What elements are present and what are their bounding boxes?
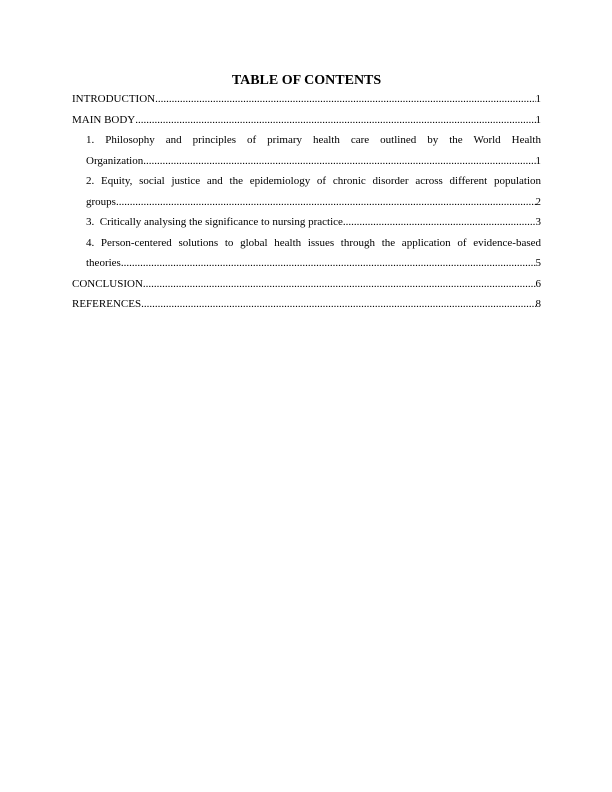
document-page <box>72 72 541 315</box>
leader-dots <box>135 110 535 131</box>
toc-title: TABLE OF CONTENTS <box>231 73 382 88</box>
toc-leader-line <box>86 212 541 233</box>
toc-leader-line <box>72 274 541 295</box>
toc-entry-person-centered-solutions[interactable] <box>72 233 541 274</box>
leader-dots <box>343 212 536 233</box>
toc-entry-main-body[interactable] <box>72 110 541 131</box>
toc-leader-line <box>72 294 541 315</box>
toc-page-number: 5 <box>535 257 541 269</box>
toc-entry-label-line1: 2. Equity, social justice and the epidemiology of chronic disorder across different population <box>86 175 541 187</box>
toc-entry-label: REFERENCES <box>72 298 142 310</box>
toc-entry-label-line1: 4. Person-centered solutions to global health issues through the application of evidence-based <box>86 236 541 249</box>
toc-entry-label-line2: theories <box>86 257 121 269</box>
toc-page-number: 1 <box>535 113 541 126</box>
toc-leader-line <box>86 151 541 172</box>
toc-page-number: 3 <box>535 216 541 228</box>
toc-page-number: 1 <box>535 154 541 167</box>
toc-entry-introduction[interactable] <box>72 89 541 110</box>
toc-entry-conclusion[interactable] <box>72 274 541 295</box>
toc-page-number: 8 <box>535 298 541 310</box>
toc-entry-label: MAIN BODY <box>72 113 136 126</box>
toc-entry-label: 3. Critically analysing the significance to nursing practice <box>86 216 343 228</box>
toc-leader-line <box>72 89 541 110</box>
leader-dots <box>121 253 536 274</box>
toc-entry-label: CONCLUSION <box>72 277 143 290</box>
toc-leader-line <box>72 110 541 131</box>
toc-entry-label-line1: 1. Philosophy and principles of primary health care outlined by the World Health <box>86 134 541 146</box>
toc-entry-label-line2: Organization <box>86 154 144 167</box>
toc-entry-nursing-practice[interactable] <box>72 212 541 233</box>
toc-page-number: 6 <box>535 277 541 290</box>
toc-list <box>72 89 541 315</box>
toc-page-number: 1 <box>535 93 541 105</box>
toc-leader-line <box>86 253 541 274</box>
leader-dots <box>143 274 536 295</box>
toc-entry-label: INTRODUCTION <box>72 93 156 105</box>
leader-dots <box>143 151 535 172</box>
toc-page-number: 2 <box>535 195 541 208</box>
toc-entry-label-line2: groups <box>86 195 116 208</box>
toc-entry-equity-social-justice[interactable] <box>72 171 541 212</box>
toc-entry-philosophy-principles[interactable] <box>72 130 541 171</box>
leader-dots <box>141 294 535 315</box>
toc-leader-line <box>86 192 541 213</box>
leader-dots <box>116 192 536 213</box>
leader-dots <box>155 89 535 110</box>
toc-entry-references[interactable] <box>72 294 541 315</box>
